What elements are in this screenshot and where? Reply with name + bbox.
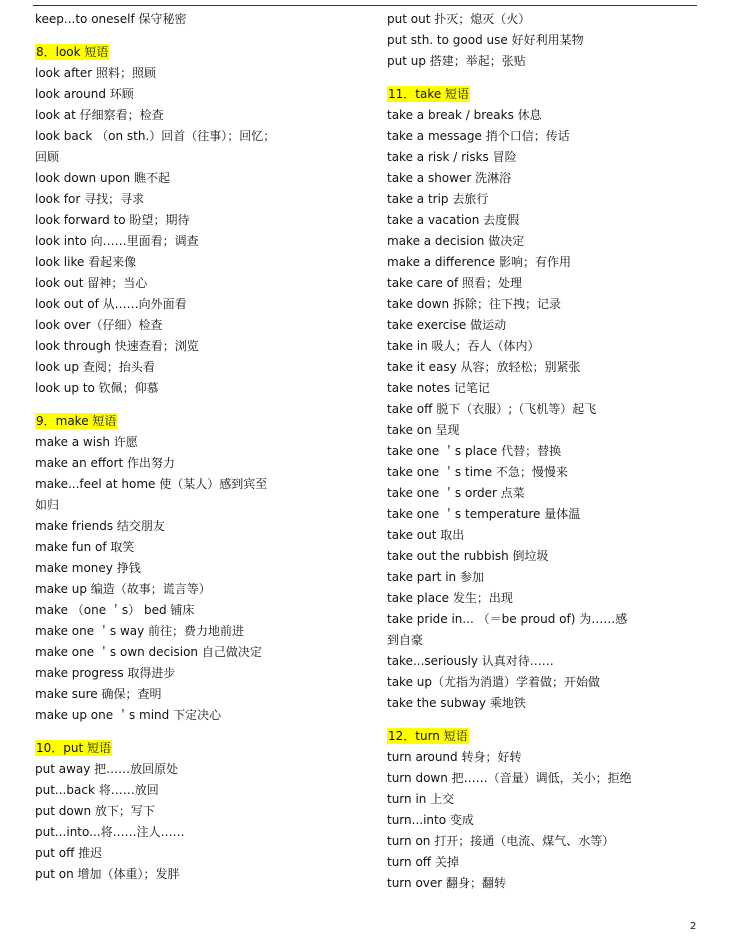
phrase-entry: put down 放下；写下 — [35, 804, 155, 818]
phrase-entry: take in 吸人；吞人（体内） — [387, 339, 540, 353]
phrase-entry: take part in 参加 — [387, 570, 484, 584]
section-heading-text: 11．take 短语 — [388, 87, 470, 101]
phrase-entry: look through 快速查看；浏览 — [35, 339, 199, 353]
phrase-entry: turn over 翻身；翻转 — [387, 876, 507, 890]
phrase-entry: take place 发生；出现 — [387, 591, 513, 605]
phrase-entry: make an effort 作出努力 — [35, 456, 175, 470]
phrase-entry: take...seriously 认真对待…… — [387, 654, 554, 668]
phrase-entry: take notes 记笔记 — [387, 381, 490, 395]
phrase-entry: make money 挣钱 — [35, 561, 141, 575]
phrase-entry: put sth. to good use 好好利用某物 — [387, 33, 584, 47]
section-gap — [387, 714, 707, 726]
phrase-entry: take off 脱下（衣服）;（飞机等）起飞 — [387, 402, 597, 416]
phrase-entry: look back （on sth.）回首（往事）；回忆； — [35, 129, 276, 143]
phrase-entry: make friends 结交朋友 — [35, 519, 165, 533]
phrase-entry: take down 拆除；往下拽；记录 — [387, 297, 561, 311]
section-heading-text: 8．look 短语 — [36, 45, 109, 59]
section-heading — [387, 84, 707, 105]
phrase-entry: look up 查阅；抬头看 — [35, 360, 155, 374]
phrase-entry: take pride in... （＝be proud of) 为……感 — [387, 612, 628, 626]
section-gap — [35, 726, 365, 738]
phrase-entry: look after 照料；照顾 — [35, 66, 156, 80]
phrase-entry: 回顾 — [35, 150, 60, 164]
phrase-entry: take out 取出 — [387, 528, 465, 542]
phrase-entry: keep...to oneself 保守秘密 — [35, 12, 187, 26]
phrase-entry: 如归 — [35, 498, 60, 512]
phrase-entry: look at 仔细察看；检查 — [35, 108, 164, 122]
phrase-entry: make a wish 许愿 — [35, 435, 138, 449]
phrase-entry: put away 把……放回原处 — [35, 762, 179, 776]
phrase-entry: take one ＇s order 点菜 — [387, 486, 525, 500]
phrase-entry: take a message 捎个口信；传话 — [387, 129, 570, 143]
phrase-entry: make a decision 做决定 — [387, 234, 525, 248]
phrase-entry: turn down 把……（音量）调低，关小；拒绝 — [387, 771, 632, 785]
phrase-entry: turn around 转身；好转 — [387, 750, 522, 764]
phrase-entry: look up to 钦佩；仰慕 — [35, 381, 159, 395]
phrase-entry: take one ＇s time 不急；慢慢来 — [387, 465, 568, 479]
phrase-entry: turn off 关掉 — [387, 855, 459, 869]
phrase-entry: take up（尤指为消遣）学着做；开始做 — [387, 675, 601, 689]
phrase-entry: make...feel at home 使（某人）感到宾至 — [35, 477, 268, 491]
phrase-entry: put out 扑灭；熄灭（火） — [387, 12, 531, 26]
phrase-entry: take care of 照看；处理 — [387, 276, 522, 290]
phrase-entry: look over（仔细）检查 — [35, 318, 163, 332]
phrase-entry: take it easy 从容；放轻松；别紧张 — [387, 360, 581, 374]
phrase-entry: make progress 取得进步 — [35, 666, 176, 680]
phrase-entry: look down upon 瞧不起 — [35, 171, 170, 185]
phrase-entry: look like 看起来像 — [35, 255, 137, 269]
phrase-entry: take one ＇s temperature 量体温 — [387, 507, 581, 521]
phrase-entry: make fun of 取笑 — [35, 540, 135, 554]
left-column — [35, 9, 365, 885]
phrase-entry: take the subway 乘地铁 — [387, 696, 526, 710]
phrase-entry: take exercise 做运动 — [387, 318, 507, 332]
phrase-entry: make one ＇s own decision 自己做决定 — [35, 645, 262, 659]
phrase-entry: look out of 从……向外面看 — [35, 297, 187, 311]
phrase-entry: take a break / breaks 休息 — [387, 108, 542, 122]
right-column — [387, 9, 707, 894]
phrase-entry: make up 编造（故事；谎言等） — [35, 582, 211, 596]
section-gap — [35, 30, 365, 42]
section-gap — [387, 72, 707, 84]
phrase-entry: take on 呈现 — [387, 423, 460, 437]
phrase-entry: turn in 上交 — [387, 792, 455, 806]
section-heading-text: 10．put 短语 — [36, 741, 112, 755]
section-heading-text: 9．make 短语 — [36, 414, 117, 428]
phrase-entry: turn...into 变成 — [387, 813, 474, 827]
phrase-entry: make up one ＇s mind 下定决心 — [35, 708, 222, 722]
phrase-entry: turn on 打开；接通（电流、煤气、水等） — [387, 834, 615, 848]
phrase-entry: put on 增加（体重）；发胖 — [35, 867, 180, 881]
section-heading-text: 12．turn 短语 — [388, 729, 468, 743]
phrase-entry: 到自豪 — [387, 633, 424, 647]
phrase-entry: make （one ＇s） bed 铺床 — [35, 603, 195, 617]
phrase-entry: put off 推迟 — [35, 846, 103, 860]
phrase-entry: make one ＇s way 前往；费力地前进 — [35, 624, 245, 638]
phrase-entry: put...back 将……放回 — [35, 783, 159, 797]
phrase-entry: look forward to 盼望；期待 — [35, 213, 190, 227]
phrase-entry: take a shower 洗淋浴 — [387, 171, 512, 185]
phrase-entry: take one ＇s place 代替；替换 — [387, 444, 562, 458]
section-heading — [35, 42, 365, 63]
phrase-entry: look for 寻找；寻求 — [35, 192, 145, 206]
top-rule — [33, 5, 697, 6]
phrase-entry: put...into...将……注人…… — [35, 825, 185, 839]
section-heading — [387, 726, 707, 747]
phrase-entry: look into 向……里面看；调查 — [35, 234, 199, 248]
phrase-entry: take a risk / risks 冒险 — [387, 150, 517, 164]
phrase-entry: look around 环顾 — [35, 87, 134, 101]
phrase-entry: take a trip 去旅行 — [387, 192, 489, 206]
phrase-entry: make sure 确保；查明 — [35, 687, 162, 701]
section-heading — [35, 738, 365, 759]
phrase-entry: make a difference 影响；有作用 — [387, 255, 571, 269]
section-gap — [35, 399, 365, 411]
phrase-entry: put up 搭建；举起；张贴 — [387, 54, 526, 68]
phrase-entry: take a vacation 去度假 — [387, 213, 520, 227]
page-number: 2 — [690, 921, 697, 932]
section-heading — [35, 411, 365, 432]
phrase-entry: take out the rubbish 倒垃圾 — [387, 549, 549, 563]
phrase-entry: look out 留神；当心 — [35, 276, 148, 290]
